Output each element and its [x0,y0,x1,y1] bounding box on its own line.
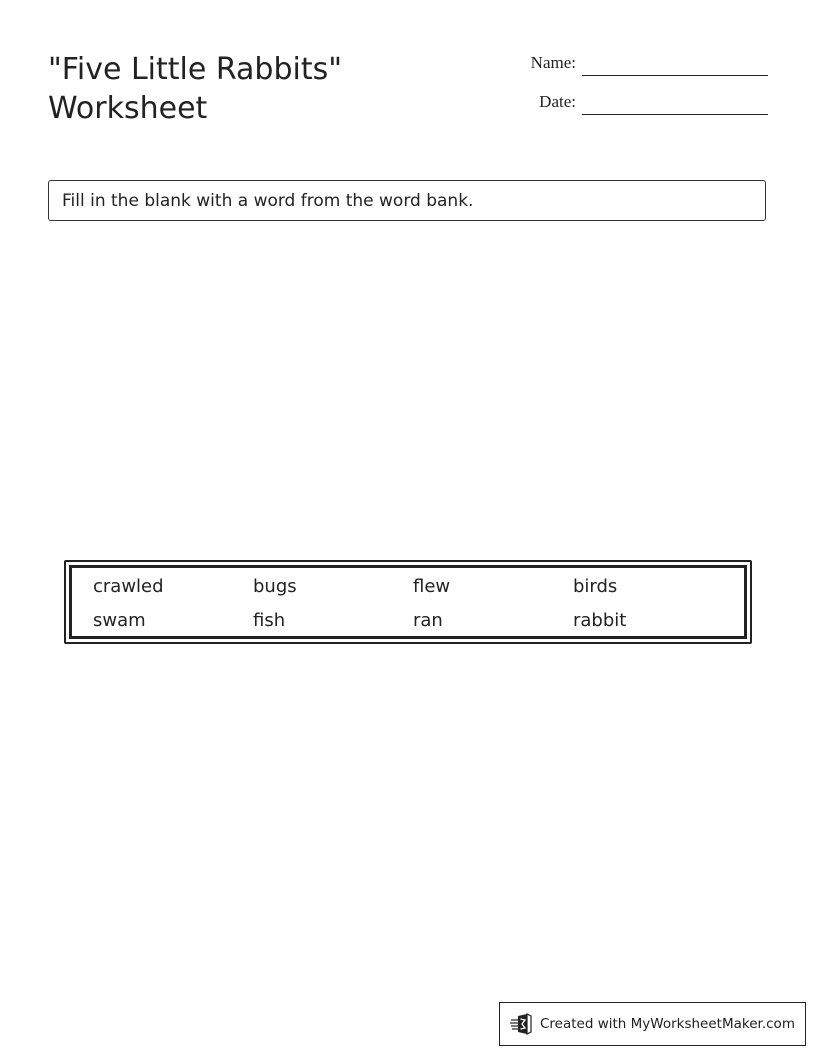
name-row [500,52,768,76]
word-bank-word: crawled [93,576,164,597]
created-with-badge[interactable] [499,1002,806,1046]
created-with-text: Created with MyWorksheetMaker.com [540,1016,795,1032]
worksheet-maker-logo-icon [510,1012,534,1036]
word-bank-inner-border [69,565,747,639]
date-blank-line[interactable] [582,114,768,115]
word-bank-row [72,608,744,642]
word-bank-word: swam [93,610,146,631]
word-bank-word: ran [413,610,443,631]
word-bank-word: bugs [253,576,297,597]
worksheet-title-line-2: Worksheet [48,91,208,126]
name-blank-line[interactable] [582,75,768,76]
name-label: Name: [530,53,576,72]
worksheet-title [48,50,428,128]
word-bank-word: fish [253,610,286,631]
instructions-box [48,180,766,221]
date-label: Date: [539,92,576,111]
word-bank-word: rabbit [573,610,627,631]
word-bank [64,560,752,644]
date-row [500,91,768,115]
worksheet-title-line-1: "Five Little Rabbits" [48,52,343,87]
word-bank-word: flew [413,576,451,597]
word-bank-word: birds [573,576,618,597]
instructions-text: Fill in the blank with a word from the word bank. [62,191,474,211]
word-bank-row [72,574,744,608]
